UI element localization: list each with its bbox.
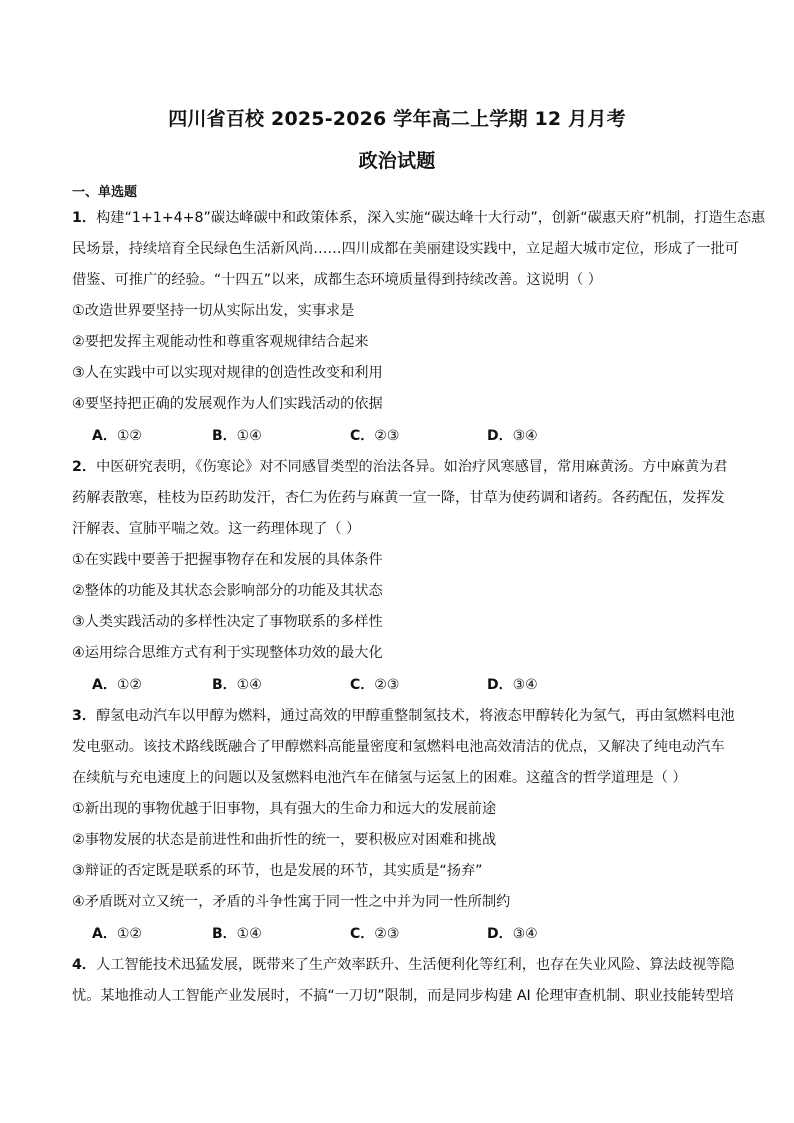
question-2-statement-1: ①在实践中要善于把握事物存在和发展的具体条件	[72, 552, 383, 568]
question-2-line-2: 药解表散寒，桂枝为臣药助发汗，杏仁为佐药与麻黄一宣一降，甘草为使药调和诸药。各药配伍，发挥发	[72, 490, 725, 506]
question-2-options	[92, 674, 692, 694]
option-a[interactable]: A．①②	[92, 677, 142, 693]
section-heading: 一、单选题	[72, 185, 138, 200]
question-3-line-2: 发电驱动。该技术路线既融合了甲醇燃料高能量密度和氢燃料电池高效清洁的优点，又解决了纯电动汽车	[72, 739, 725, 755]
question-3-line-1: 3．醇氢电动汽车以甲醇为燃料，通过高效的甲醇重整制氢技术，将液态甲醇转化为氢气，再由氢燃料电池	[72, 708, 735, 724]
option-a[interactable]: A．①②	[92, 926, 142, 942]
option-c[interactable]: C．②③	[350, 926, 400, 942]
option-b[interactable]: B．①④	[212, 428, 262, 444]
question-2-statement-2: ②整体的功能及其状态会影响部分的功能及其状态	[72, 583, 383, 599]
question-2-statement-3: ③人类实践活动的多样性决定了事物联系的多样性	[72, 614, 383, 630]
question-1-statement-1: ①改造世界要坚持一切从实际出发，实事求是	[72, 303, 355, 319]
question-3-line-3: 在续航与充电速度上的问题以及氢燃料电池汽车在储氢与运氢上的困难。这蕴含的哲学道理是（ ）	[72, 770, 687, 786]
question-3-options	[92, 923, 692, 943]
question-3-statement-1: ①新出现的事物优越于旧事物，具有强大的生命力和远大的发展前途	[72, 801, 497, 817]
question-1-options	[92, 425, 692, 445]
option-a[interactable]: A．①②	[92, 428, 142, 444]
question-3-number: 3．	[72, 708, 97, 724]
question-1-line-3: 借鉴、可推广的经验。“十四五”以来，成都生态环境质量得到持续改善。这说明（ ）	[72, 272, 602, 288]
question-2-line-1: 2．中医研究表明，《伤寒论》对不同感冒类型的治法各异。如治疗风寒感冒，常用麻黄汤。方中麻黄为君	[72, 459, 728, 475]
question-2-statement-4: ④运用综合思维方式有利于实现整体功效的最大化	[72, 645, 383, 661]
question-2-number: 2．	[72, 459, 97, 475]
question-1-statement-3: ③人在实践中可以实现对规律的创造性改变和利用	[72, 365, 383, 381]
option-d[interactable]: D．③④	[487, 677, 538, 693]
option-c[interactable]: C．②③	[350, 677, 400, 693]
question-3-statement-3: ③辩证的否定既是联系的环节，也是发展的环节，其实质是“扬弃”	[72, 863, 483, 879]
option-d[interactable]: D．③④	[487, 428, 538, 444]
question-1-line-2: 民场景，持续培育全民绿色生活新风尚……四川成都在美丽建设实践中，立足超大城市定位，形成了一批可	[72, 241, 739, 257]
exam-title: 四川省百校 2025-2026 学年高二上学期 12 月月考	[168, 108, 626, 130]
option-b[interactable]: B．①④	[212, 677, 262, 693]
question-4-line-1: 4．人工智能技术迅猛发展，既带来了生产效率跃升、生活便利化等红利，也存在失业风险、算法歧视等隐	[72, 957, 735, 973]
option-d[interactable]: D．③④	[487, 926, 538, 942]
question-3-statement-4: ④矛盾既对立又统一，矛盾的斗争性寓于同一性之中并为同一性所制约	[72, 894, 511, 910]
question-1-statement-4: ④要坚持把正确的发展观作为人们实践活动的依据	[72, 396, 383, 412]
question-1-line-1: 1．构建“1+1+4+8”碳达峰碳中和政策体系，深入实施“碳达峰十大行动”，创新“碳惠天府”机制，打造生态惠	[72, 210, 766, 226]
question-1-statement-2: ②要把发挥主观能动性和尊重客观规律结合起来	[72, 334, 369, 350]
exam-subtitle: 政治试题	[358, 150, 436, 172]
option-b[interactable]: B．①④	[212, 926, 262, 942]
question-4-number: 4．	[72, 957, 97, 973]
question-2-line-3: 汗解表、宣肺平喘之效。这一药理体现了（ ）	[72, 521, 361, 537]
question-3-statement-2: ②事物发展的状态是前进性和曲折性的统一，要积极应对困难和挑战	[72, 832, 497, 848]
option-c[interactable]: C．②③	[350, 428, 400, 444]
question-1-number: 1．	[72, 210, 97, 226]
question-4-line-2: 忧。某地推动人工智能产业发展时，不搞“一刀切”限制，而是同步构建 AI 伦理审查机制、职业技能转型培	[72, 988, 734, 1004]
